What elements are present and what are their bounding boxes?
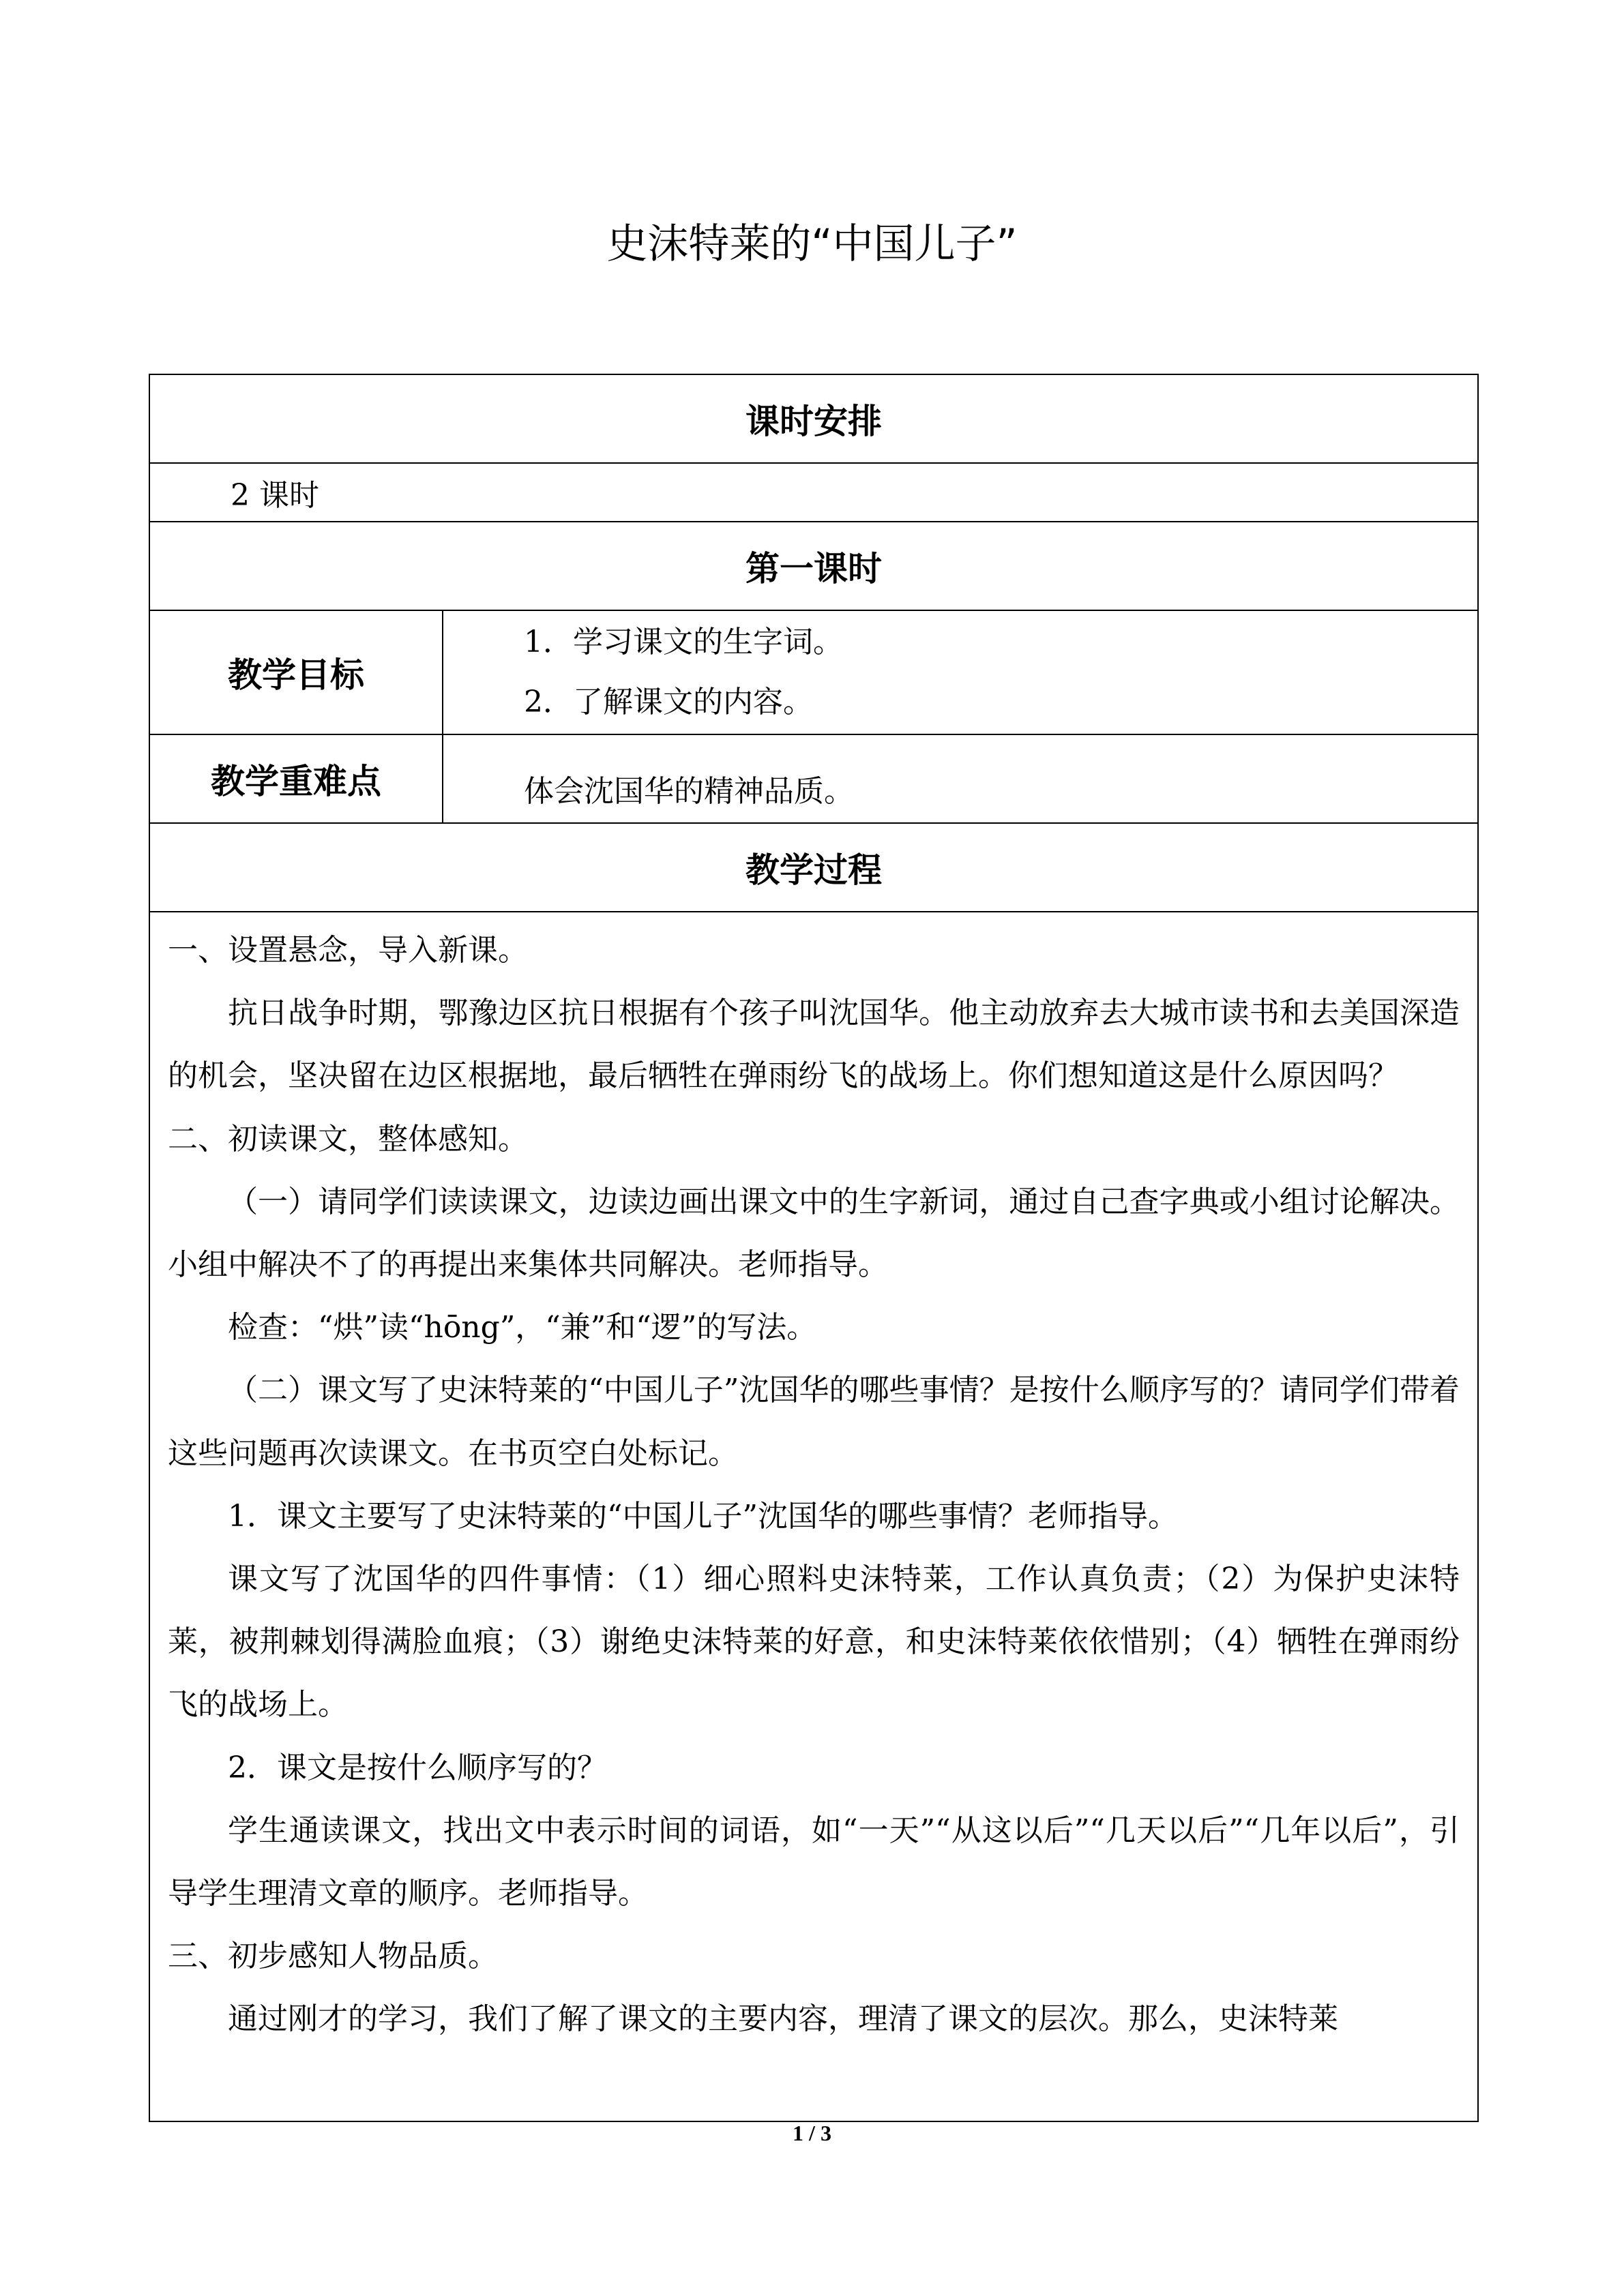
page-number: 1 / 3: [793, 2121, 831, 2145]
keypoints-row: [150, 735, 1477, 824]
process-paragraph: 二、初读课文，整体感知。: [168, 1121, 528, 1157]
process-paragraph: 学生通读课文，找出文中表示时间的词语，如“一天”“从这以后”“几天以后”“几年以后”，引导学生理清文章的顺序。老师指导。: [168, 1813, 1460, 1911]
process-paragraph: 三、初步感知人物品质。: [168, 1939, 498, 1974]
keypoints-text: 体会沈国华的精神品质。: [524, 774, 854, 809]
document-title: 史沫特莱的“中国儿子”: [606, 220, 1018, 268]
process-paragraph: 抗日战争时期，鄂豫边区抗日根据有个孩子叫沈国华。他主动放弃去大城市读书和去美国深造的机会，坚决留在边区根据地，最后牺牲在弹雨纷飞的战场上。你们想知道这是什么原因吗？: [168, 996, 1460, 1094]
process-paragraph: 一、设置悬念，导入新课。: [168, 933, 528, 968]
goals-label: 教学目标: [150, 611, 443, 734]
goal-item: 1．学习课文的生字词。: [524, 625, 843, 659]
process-paragraph: （一）请同学们读读课文，边读边画出课文中的生字新词，通过自己查字典或小组讨论解决。小组中解决不了的再提出来集体共同解决。老师指导。: [168, 1184, 1460, 1283]
process-paragraph: 2．课文是按什么顺序写的？: [228, 1750, 607, 1785]
lesson-plan-table: [149, 374, 1479, 2122]
goals-list: [443, 611, 1477, 734]
schedule-value: 2 课时: [150, 464, 1477, 522]
process-paragraph: 通过刚才的学习，我们了解了课文的主要内容，理清了课文的层次。那么，史沫特莱: [228, 2001, 1338, 2037]
process-paragraph: 检查：“烘”读“hōng”，“兼”和“逻”的写法。: [228, 1310, 817, 1345]
goals-row: [150, 611, 1477, 735]
process-body: [150, 912, 1477, 2121]
process-header: 教学过程: [150, 824, 1477, 912]
process-paragraph: （二）课文写了史沫特莱的“中国儿子”沈国华的哪些事情？是按什么顺序写的？请同学们带着这些问题再次读课文。在书页空白处标记。: [168, 1373, 1460, 1471]
schedule-header: 课时安排: [150, 375, 1477, 464]
lesson-header: 第一课时: [150, 522, 1477, 611]
keypoints-label: 教学重难点: [150, 735, 443, 822]
goal-item: 2．了解课文的内容。: [524, 685, 813, 719]
keypoints-value: [443, 735, 1477, 822]
process-paragraph: 课文写了沈国华的四件事情：（1）细心照料史沫特莱，工作认真负责；（2）为保护史沫特莱，被荆棘划得满脸血痕；（3）谢绝史沫特莱的好意，和史沫特莱依依惜别；（4）牺牲在弹雨纷飞的战场上。: [168, 1562, 1460, 1723]
process-paragraph: 1．课文主要写了史沫特莱的“中国儿子”沈国华的哪些事情？老师指导。: [228, 1498, 1178, 1534]
